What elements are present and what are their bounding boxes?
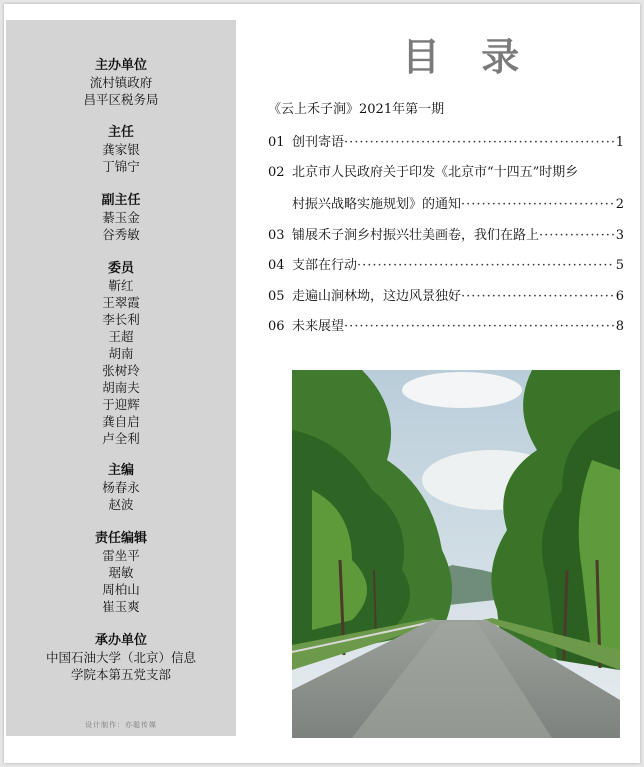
group-member: 王超: [108, 329, 134, 344]
group-member: 卢全利: [102, 431, 140, 446]
group-member: 胡南夫: [102, 380, 140, 395]
group-host-unit: [6, 632, 236, 683]
toc-entry-page: 1: [615, 135, 624, 150]
toc-entry-title: 未来展望: [292, 319, 345, 334]
group-member: 学院本第五党支部: [70, 667, 171, 682]
toc-entry-continuation[interactable]: [292, 195, 624, 215]
toc-entry[interactable]: [268, 287, 624, 307]
toc-entry-title: 村振兴战略实施规划》的通知: [292, 197, 462, 212]
group-title: 主任: [107, 125, 134, 140]
toc-entry-page: 5: [615, 258, 624, 273]
toc-leader-dots: [539, 226, 614, 246]
group-editor-in-chief: [6, 462, 236, 513]
group-member: 胡南: [108, 346, 134, 361]
issue-label: 《云上禾子涧》2021年第一期: [268, 102, 445, 117]
group-member: 琚敏: [108, 565, 134, 580]
toc-entry-title: 支部在行动: [292, 258, 358, 273]
group-member: 杨春永: [102, 480, 140, 495]
group-member: 靳红: [108, 278, 134, 293]
toc-leader-dots: [357, 256, 614, 276]
toc-entry-page: 8: [615, 319, 624, 334]
group-member: 龚家银: [102, 142, 140, 157]
toc-entry-number: 04: [268, 258, 285, 273]
group-title: 副主任: [101, 193, 141, 208]
toc-entry-page: 3: [615, 228, 624, 243]
toc-entry[interactable]: [268, 226, 624, 246]
group-organizer: [6, 57, 236, 108]
toc-leader-dots: [461, 287, 614, 307]
group-member: 龚自启: [102, 414, 140, 429]
toc-entry-title: 北京市人民政府关于印发《北京市“十四五”时期乡: [292, 165, 579, 180]
group-member: 王翠霞: [102, 295, 140, 310]
group-member: 崔玉爽: [102, 599, 140, 614]
toc-leader-dots: [344, 317, 614, 337]
group-member: 中国石油大学（北京）信息: [45, 650, 196, 665]
group-member: 李长利: [102, 312, 140, 327]
group-responsible-editors: [6, 530, 236, 615]
group-member: 雷坐平: [102, 548, 140, 563]
toc-entry-title: 创刊寄语: [292, 135, 345, 150]
masthead-sidebar: [6, 20, 236, 736]
group-member: 周柏山: [102, 582, 140, 597]
toc-entry-number: 01: [268, 135, 285, 150]
toc-entry-number: 02: [268, 165, 285, 180]
toc-leader-dots: [344, 133, 614, 153]
toc-entry[interactable]: [268, 317, 624, 337]
group-deputy-director: [6, 192, 236, 243]
group-title: 主编: [107, 463, 134, 478]
group-member: 赵波: [108, 497, 134, 512]
toc-entry-title: 走遍山涧林坳，这边风景独好: [292, 289, 462, 304]
toc-entry-number: 06: [268, 319, 285, 334]
group-committee: [6, 260, 236, 447]
design-credit: 设计制作：亦聪传媒: [85, 721, 157, 729]
group-title: 委员: [107, 261, 134, 276]
toc-entry-number: 03: [268, 228, 285, 243]
tree-lined-road-photo: [292, 370, 620, 738]
group-member: 丁锦宁: [102, 159, 140, 174]
group-member: 昌平区税务局: [83, 92, 159, 107]
toc-entry[interactable]: [268, 256, 624, 276]
group-director: [6, 124, 236, 175]
toc-leader-dots: [461, 195, 614, 215]
group-member: 流村镇政府: [89, 75, 153, 90]
toc-entry-page: 2: [615, 197, 624, 212]
group-member: 于迎辉: [102, 397, 140, 412]
group-member: 张树玲: [102, 363, 140, 378]
group-title: 承办单位: [94, 633, 147, 648]
group-member: 綦玉金: [102, 210, 140, 225]
toc-entry-number: 05: [268, 289, 285, 304]
toc-entry[interactable]: [268, 163, 624, 183]
group-title: 责任编辑: [94, 531, 147, 546]
group-member: 谷秀敏: [102, 227, 140, 242]
toc-entry[interactable]: [268, 133, 624, 153]
road-scene-illustration: [292, 370, 620, 738]
group-title: 主办单位: [94, 58, 147, 73]
toc-entry-page: 6: [615, 289, 624, 304]
toc-entry-title: 铺展禾子涧乡村振兴壮美画卷，我们在路上: [292, 228, 540, 243]
toc-title: 目 录: [402, 35, 534, 79]
